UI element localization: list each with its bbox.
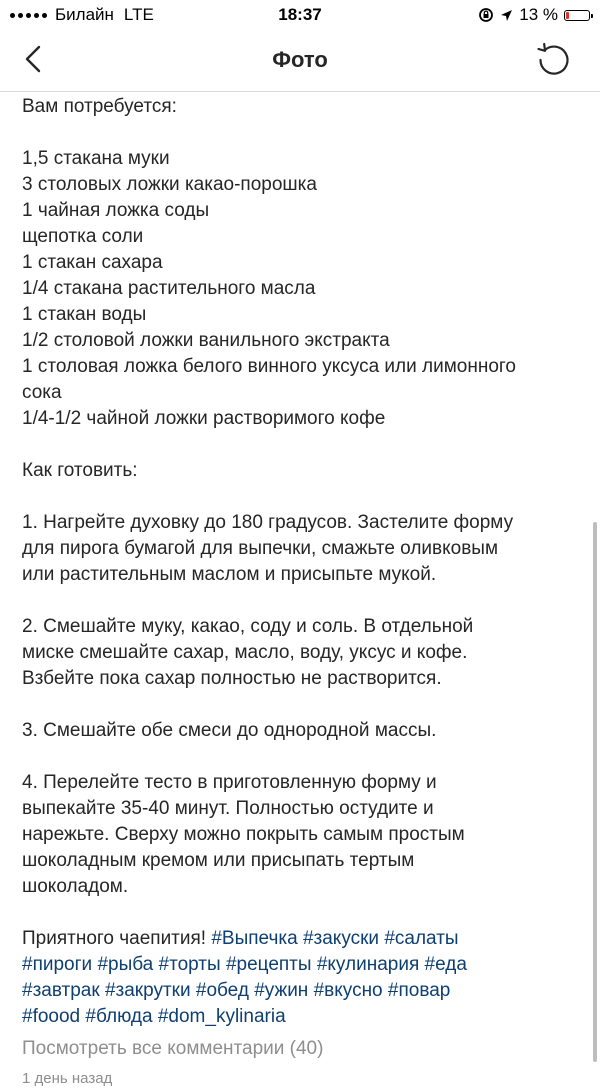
ingredients-list: [22, 146, 582, 432]
status-right: [478, 5, 590, 25]
post-caption: [22, 94, 582, 1089]
hashtag-link[interactable]: #рыба: [97, 954, 154, 975]
ingredient-line: 1 чайная ложка соды: [22, 200, 210, 221]
network-type: LTE: [123, 5, 154, 24]
hashtag-link[interactable]: #рецепты: [225, 954, 312, 975]
hashtag-link[interactable]: #торты: [158, 954, 221, 975]
steps-list: [22, 510, 582, 926]
ingredient-line: 1/4 стакана растительного масла: [22, 278, 316, 299]
step-line: или растительным маслом и присыпьте мукой.: [22, 564, 437, 585]
ingredient-line: 1 стакан сахара: [22, 252, 163, 273]
location-icon: [500, 9, 513, 22]
hashtag-link[interactable]: #закуски: [302, 928, 380, 949]
closing-block: [22, 926, 582, 1030]
step-paragraph: [22, 510, 582, 588]
step-line: 3. Смешайте обе смеси до однородной массы.: [22, 720, 437, 741]
paragraph-gap: [22, 484, 582, 510]
refresh-icon[interactable]: [534, 40, 574, 80]
paragraph-gap: [22, 692, 582, 718]
step-line: 4. Перелейте тесто в приготовленную форму и: [22, 772, 437, 793]
view-comments-link[interactable]: Посмотреть все комментарии (40): [22, 1038, 324, 1059]
ingredient-line: сока: [22, 382, 62, 403]
ingredient-line: 1,5 стакана муки: [22, 148, 170, 169]
hashtag-line: [22, 978, 582, 1004]
step-line: 1. Нагрейте духовку до 180 градусов. Застелите форму: [22, 512, 514, 533]
page-title: Фото: [272, 47, 328, 72]
hashtag-link[interactable]: #завтрак: [22, 980, 100, 1001]
hashtag-link[interactable]: #блюда: [85, 1006, 153, 1027]
orientation-lock-icon: [478, 7, 494, 23]
hashtag-link[interactable]: #еда: [424, 954, 467, 975]
hashtag-line: [22, 926, 582, 952]
hashtag-link[interactable]: #повар: [387, 980, 451, 1001]
post-timestamp: 1 день назад: [22, 1070, 113, 1087]
ingredient-line: 3 столовых ложки какао-порошка: [22, 174, 317, 195]
ingredient-line: 1 стакан воды: [22, 304, 147, 325]
hashtag-link[interactable]: #dom_kylinaria: [157, 1006, 286, 1027]
carrier-name: Билайн: [55, 5, 114, 24]
status-bar: [0, 0, 600, 30]
hashtag-link[interactable]: #пироги: [22, 954, 93, 975]
step-line: Взбейте пока сахар полностью не растворится.: [22, 668, 442, 689]
ingredient-line: щепотка соли: [22, 226, 144, 247]
needs-heading: Вам потребуется:: [22, 96, 177, 117]
step-paragraph: [22, 770, 582, 900]
nav-bar: [0, 30, 600, 92]
step-line: миске смешайте сахар, масло, воду, уксус и кофе.: [22, 642, 468, 663]
step-paragraph: [22, 718, 582, 744]
status-time: 18:37: [278, 5, 322, 24]
battery-icon: [564, 10, 590, 21]
hashtag-line: [22, 952, 582, 978]
step-line: для пирога бумагой для выпечки, смажьте оливковым: [22, 538, 499, 559]
hashtag-link[interactable]: #вкусно: [313, 980, 383, 1001]
hashtag-link[interactable]: #кулинария: [316, 954, 420, 975]
step-line: нарежьте. Сверху можно покрыть самым простым: [22, 824, 465, 845]
hashtag-link[interactable]: #Выпечка: [211, 928, 298, 949]
step-line: выпекайте 35-40 минут. Полностью остудите и: [22, 798, 434, 819]
hashtag-link[interactable]: #обед: [195, 980, 249, 1001]
how-heading: Как готовить:: [22, 460, 138, 481]
battery-level: [566, 12, 569, 19]
hashtag-link[interactable]: #foood: [22, 1006, 81, 1027]
step-paragraph: [22, 614, 582, 692]
closing-text: Приятного чаепития!: [22, 928, 207, 949]
step-line: 2. Смешайте муку, какао, соду и соль. В отдельной: [22, 616, 474, 637]
hashtag-line: [22, 1004, 582, 1030]
paragraph-gap: [22, 432, 582, 458]
step-line: шоколадом.: [22, 876, 129, 897]
step-line: шоколадным кремом или присыпать тертым: [22, 850, 415, 871]
hashtag-link[interactable]: #салаты: [384, 928, 459, 949]
scroll-indicator: [593, 522, 597, 1062]
ingredient-line: 1 столовая ложка белого винного уксуса или лимонного: [22, 356, 516, 377]
paragraph-gap: [22, 120, 582, 146]
battery-percent: 13 %: [519, 5, 558, 24]
ingredient-line: 1/4-1/2 чайной ложки растворимого кофе: [22, 408, 386, 429]
ingredient-line: 1/2 столовой ложки ванильного экстракта: [22, 330, 390, 351]
paragraph-gap: [22, 744, 582, 770]
hashtag-link[interactable]: #ужин: [254, 980, 309, 1001]
hashtag-link[interactable]: #закрутки: [104, 980, 191, 1001]
paragraph-gap: [22, 588, 582, 614]
paragraph-gap: [22, 900, 582, 926]
